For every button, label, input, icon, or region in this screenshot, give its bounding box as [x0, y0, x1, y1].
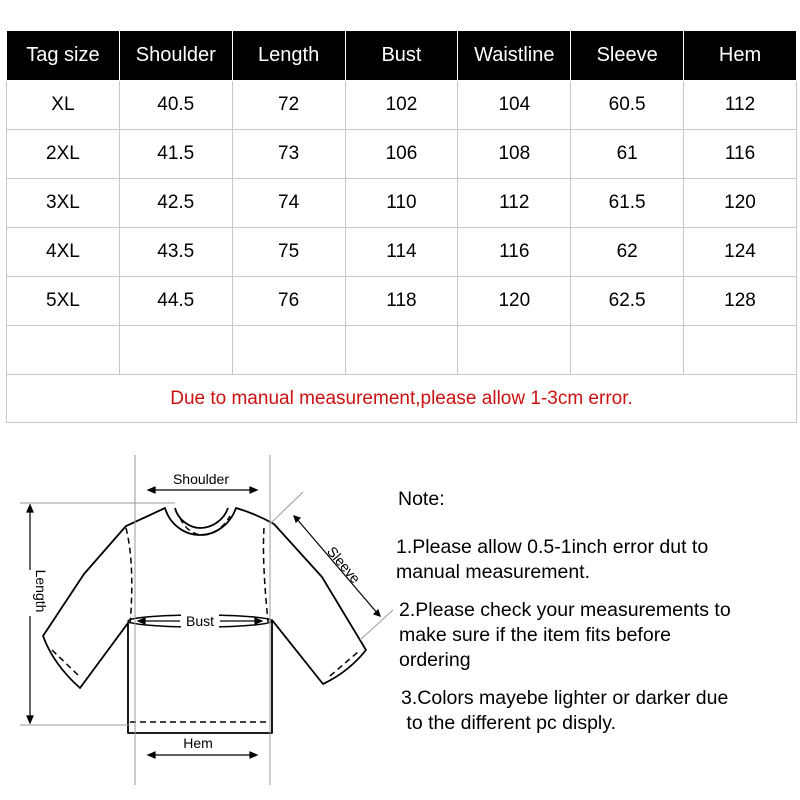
notes-title: Note:	[398, 488, 445, 510]
table-cell: 118	[345, 277, 458, 326]
table-cell: 3XL	[7, 179, 120, 228]
hem-label: Hem	[183, 735, 213, 751]
table-cell: XL	[7, 81, 120, 130]
table-cell: 5XL	[7, 277, 120, 326]
note-item-3	[401, 686, 728, 736]
table-cell: 114	[345, 228, 458, 277]
table-cell: 120	[458, 277, 571, 326]
header-shoulder: Shoulder	[119, 31, 232, 81]
table-cell: 112	[684, 81, 797, 130]
empty-table-row	[7, 326, 797, 375]
sleeve-label: Sleeve	[323, 543, 364, 587]
table-row	[7, 179, 797, 228]
table-cell: 116	[458, 228, 571, 277]
table-row	[7, 81, 797, 130]
note-2-line-2: make sure if the item fits before	[399, 624, 672, 646]
bust-label: Bust	[185, 613, 215, 629]
table-header-row	[7, 31, 797, 81]
table-cell: 41.5	[119, 130, 232, 179]
note-3-line-2: to the different pc disply.	[401, 712, 616, 734]
table-cell: 40.5	[119, 81, 232, 130]
table-cell: 124	[684, 228, 797, 277]
table-cell: 128	[684, 277, 797, 326]
table-cell: 112	[458, 179, 571, 228]
length-label: Length	[33, 569, 49, 613]
header-length: Length	[232, 31, 345, 81]
header-waistline: Waistline	[458, 31, 571, 81]
table-cell: 62	[571, 228, 684, 277]
footnote-row	[7, 375, 797, 423]
note-item-2	[399, 598, 731, 673]
table-row	[7, 130, 797, 179]
table-cell: 61	[571, 130, 684, 179]
table-cell: 120	[684, 179, 797, 228]
table-cell: 42.5	[119, 179, 232, 228]
table-cell: 43.5	[119, 228, 232, 277]
table-cell: 73	[232, 130, 345, 179]
table-cell: 62.5	[571, 277, 684, 326]
notes-section	[396, 487, 796, 734]
error-footnote: Due to manual measurement,please allow 1-3cm error.	[7, 375, 797, 423]
shoulder-label: Shoulder	[172, 471, 230, 487]
garment-measurement-diagram	[0, 440, 400, 800]
size-chart-table	[6, 30, 797, 423]
note-2-line-3: ordering	[399, 649, 471, 671]
table-cell: 4XL	[7, 228, 120, 277]
table-row	[7, 277, 797, 326]
table-cell: 44.5	[119, 277, 232, 326]
header-hem: Hem	[684, 31, 797, 81]
note-1-line-1: 1.Please allow 0.5-1inch error dut to	[396, 536, 709, 558]
note-1-line-2: manual measurement.	[396, 561, 591, 583]
note-item-1	[396, 535, 708, 585]
table-cell: 74	[232, 179, 345, 228]
header-sleeve: Sleeve	[571, 31, 684, 81]
table-cell: 72	[232, 81, 345, 130]
diagram-labels	[24, 470, 364, 751]
table-cell: 60.5	[571, 81, 684, 130]
table-cell: 2XL	[7, 130, 120, 179]
table-cell: 104	[458, 81, 571, 130]
table-cell: 116	[684, 130, 797, 179]
table-cell: 108	[458, 130, 571, 179]
note-3-line-1: 3.Colors mayebe lighter or darker due	[401, 687, 729, 709]
header-bust: Bust	[345, 31, 458, 81]
table-cell: 110	[345, 179, 458, 228]
table-row	[7, 228, 797, 277]
note-2-line-1: 2.Please check your measurements to	[399, 599, 731, 621]
table-cell: 61.5	[571, 179, 684, 228]
table-cell: 76	[232, 277, 345, 326]
header-tag-size: Tag size	[7, 31, 120, 81]
table-cell: 75	[232, 228, 345, 277]
table-cell: 106	[345, 130, 458, 179]
table-cell: 102	[345, 81, 458, 130]
